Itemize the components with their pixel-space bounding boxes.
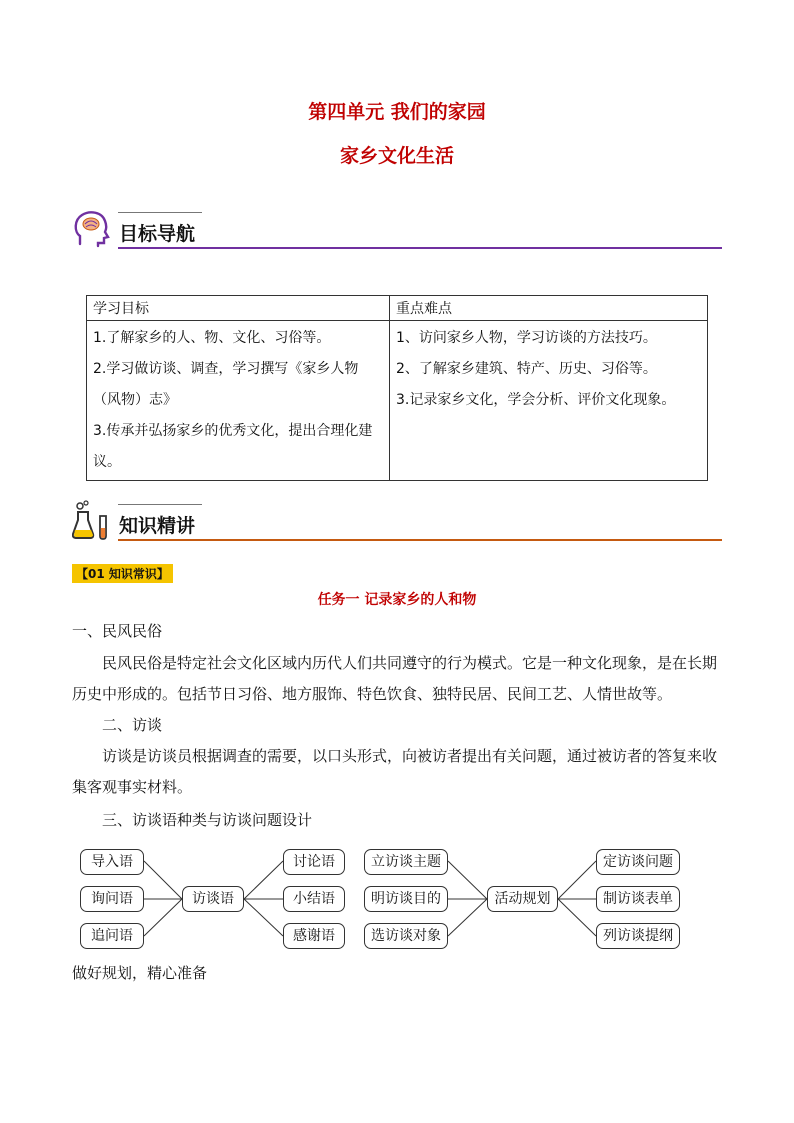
- goal-item: 2.学习做访谈、调查，学习撰写《家乡人物（风物）志》: [93, 361, 359, 408]
- footer-text: 做好规划，精心准备: [72, 964, 208, 982]
- diagram-center-interview-language: 访谈语: [182, 886, 244, 912]
- diagram-node-intro: 导入语: [80, 849, 144, 875]
- diagram-node-list-outline: 列访谈提纲: [596, 923, 680, 949]
- section-goals-title: 目标导航: [119, 223, 196, 245]
- knowledge-tag: 【01 知识常识】: [72, 564, 173, 583]
- heading-interview-types: 三、访谈语种类与访谈问题设计: [102, 811, 313, 829]
- diagram-node-thanks: 感谢语: [283, 923, 345, 949]
- unit-title: 第四单元 我们的家园: [308, 101, 486, 123]
- goal-item: 1.了解家乡的人、物、文化、习俗等。: [93, 330, 331, 346]
- paragraph-interview: 访谈是访谈员根据调查的需要，以口头形式，向被访者提出有关问题，通过被访者的答复来收集客观事实材料。: [72, 747, 718, 796]
- diagram-node-make-form: 制访谈表单: [596, 886, 680, 912]
- diagram-center-activity-plan: 活动规划: [487, 886, 558, 912]
- goals-col2-header: 重点难点: [390, 296, 708, 321]
- diagram-node-inquiry: 询问语: [80, 886, 144, 912]
- diagram-node-select-target: 选访谈对象: [364, 923, 448, 949]
- paragraph-folk-customs: 民风民俗是特定社会文化区域内历代人们共同遵守的行为模式。它是一种文化现象，是在长期历史中形成的。包括节日习俗、地方服饰、特色饮食、独特民居、民间工艺、人情世故等。: [72, 654, 718, 703]
- heading-folk-customs: 一、民风民俗: [72, 622, 163, 640]
- diagram-node-summary: 小结语: [283, 886, 345, 912]
- diagram-node-discussion: 讨论语: [283, 849, 345, 875]
- section-knowledge-title: 知识精讲: [119, 515, 196, 537]
- goals-col1-header: 学习目标: [87, 296, 390, 321]
- task-title: 任务一 记录家乡的人和物: [317, 592, 477, 608]
- diagram-node-set-topic: 立访谈主题: [364, 849, 448, 875]
- diagram-node-define-questions: 定访谈问题: [596, 849, 680, 875]
- difficulty-item: 1、访问家乡人物，学习访谈的方法技巧。: [396, 330, 657, 346]
- diagram-node-followup: 追问语: [80, 923, 144, 949]
- diagram-node-clarify-purpose: 明访谈目的: [364, 886, 448, 912]
- heading-interview: 二、访谈: [102, 716, 163, 734]
- difficulty-item: 3.记录家乡文化，学会分析、评价文化现象。: [396, 392, 676, 408]
- goal-item: 3.传承并弘扬家乡的优秀文化，提出合理化建议。: [93, 423, 373, 470]
- lesson-title: 家乡文化生活: [339, 145, 454, 167]
- difficulty-item: 2、了解家乡建筑、特产、历史、习俗等。: [396, 361, 657, 377]
